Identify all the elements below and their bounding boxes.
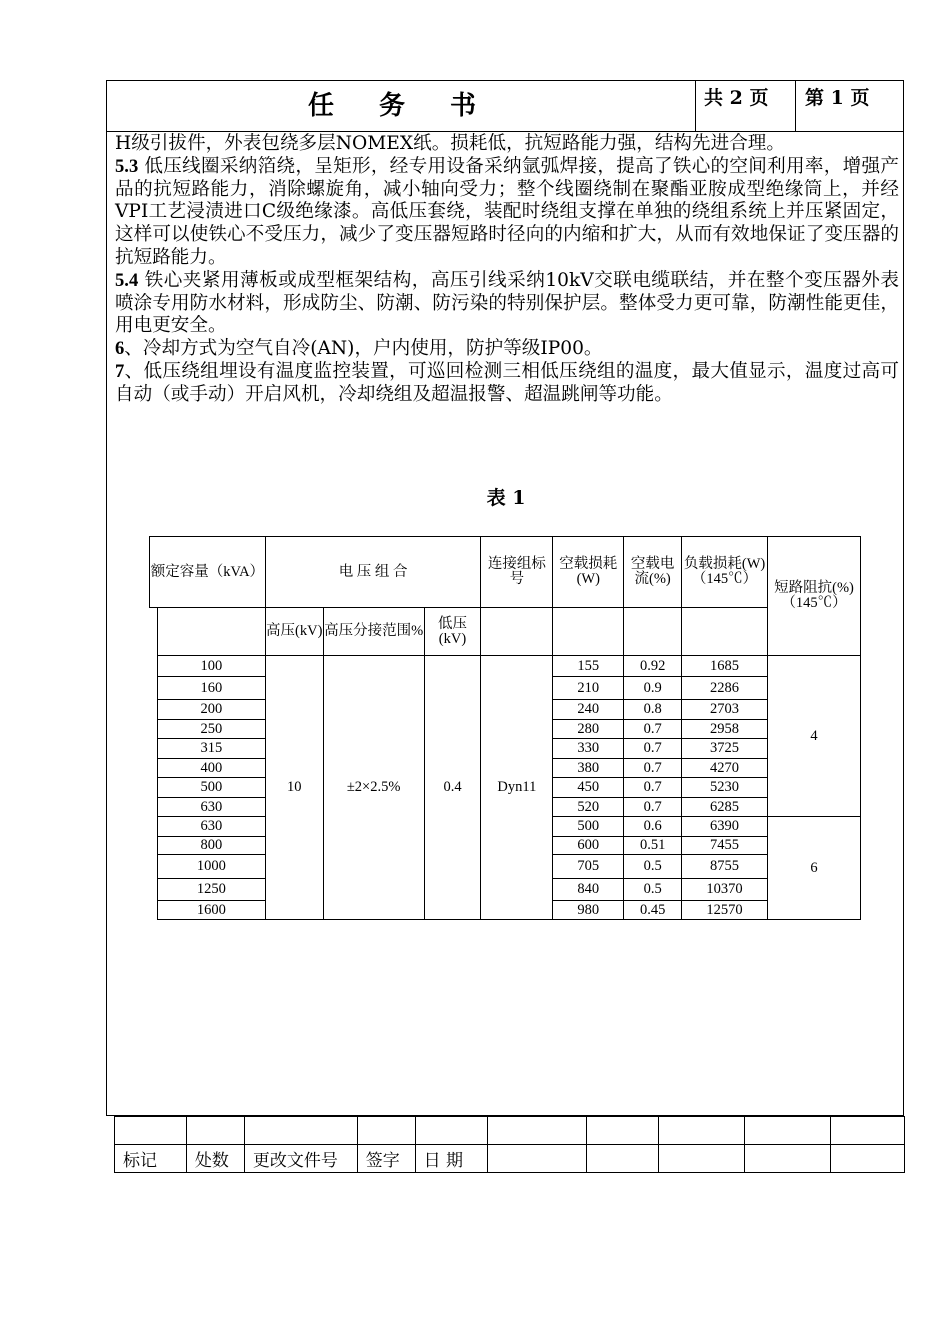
lv-cell: 0.4 — [424, 656, 481, 920]
noload-current-cell: 0.51 — [624, 837, 682, 855]
noload-loss-cell: 210 — [553, 677, 624, 700]
header-row-1 — [150, 537, 861, 608]
table-caption: 表 1 — [486, 487, 526, 509]
header-row-2 — [150, 608, 861, 656]
capacity-cell: 1250 — [157, 879, 265, 901]
noload-current-cell: 0.7 — [624, 798, 682, 817]
load-loss-cell: 10370 — [682, 879, 768, 901]
load-loss-cell: 8755 — [682, 855, 768, 879]
load-loss-cell: 12570 — [682, 901, 768, 920]
noload-current-cell: 0.6 — [624, 817, 682, 837]
header-noload-loss: 空载损耗(W) — [553, 537, 624, 608]
header-tap: 高压分接范围% — [323, 608, 424, 656]
header-voltage-combo: 电 压 组 合 — [265, 537, 481, 608]
footer-sign: 签字 — [357, 1145, 415, 1173]
capacity-cell: 315 — [157, 739, 265, 759]
impedance-cell: 4 — [768, 656, 861, 817]
footer-mark: 标记 — [115, 1145, 187, 1173]
load-loss-cell: 4270 — [682, 759, 768, 778]
noload-current-cell: 0.8 — [624, 700, 682, 720]
paragraph-5-4: 5.4 铁心夹紧用薄板或成型框架结构，高压引线采纳10kV交联电缆联结，并在整个变压器外表喷涂专用防水材料，形成防尘、防潮、防污染的特别保护层。整体受力更可靠，防潮性能更佳，用电更安全。 — [115, 269, 899, 337]
capacity-cell: 500 — [157, 778, 265, 798]
load-loss-cell: 6390 — [682, 817, 768, 837]
total-pages: 共 2 页 — [696, 81, 796, 131]
load-loss-cell: 2703 — [682, 700, 768, 720]
noload-loss-cell: 980 — [553, 901, 624, 920]
paragraph-7: 7、低压绕组埋设有温度监控装置，可巡回检测三相低压绕组的温度，最大值显示，温度过高可自动（或手动）开启风机，冷却绕组及超温报警、超温跳闸等功能。 — [115, 360, 899, 405]
footer-change-doc: 更改文件号 — [244, 1145, 357, 1173]
capacity-cell: 1600 — [157, 901, 265, 920]
capacity-cell: 1000 — [157, 855, 265, 879]
noload-current-cell: 0.92 — [624, 656, 682, 677]
impedance-cell: 6 — [768, 817, 861, 920]
noload-loss-cell: 705 — [553, 855, 624, 879]
paragraph-6: 6、冷却方式为空气自冷(AN)，户内使用，防护等级IP00。 — [115, 338, 603, 360]
noload-current-cell: 0.7 — [624, 778, 682, 798]
header-hv: 高压(kV) — [265, 608, 323, 656]
noload-current-cell: 0.5 — [624, 855, 682, 879]
capacity-cell: 800 — [157, 837, 265, 855]
noload-loss-cell: 520 — [553, 798, 624, 817]
noload-current-cell: 0.7 — [624, 759, 682, 778]
noload-loss-cell: 600 — [553, 837, 624, 855]
load-loss-cell: 1685 — [682, 656, 768, 677]
page-title: 任 务 书 — [107, 81, 696, 131]
noload-loss-cell: 840 — [553, 879, 624, 901]
noload-loss-cell: 500 — [553, 817, 624, 837]
header-impedance: 短路阻抗(%)（145℃） — [768, 537, 861, 656]
footer-date: 日 期 — [415, 1145, 487, 1173]
header-load-loss: 负载损耗(W)（145℃） — [682, 537, 768, 608]
load-loss-cell: 6285 — [682, 798, 768, 817]
noload-loss-cell: 380 — [553, 759, 624, 778]
tap-cell: ±2×2.5% — [323, 656, 424, 920]
load-loss-cell: 3725 — [682, 739, 768, 759]
load-loss-cell: 7455 — [682, 837, 768, 855]
noload-current-cell: 0.45 — [624, 901, 682, 920]
noload-loss-cell: 240 — [553, 700, 624, 720]
revision-table — [114, 1116, 905, 1173]
revision-block — [114, 1116, 905, 1173]
paragraph-0: H级引拔件，外表包绕多层NOMEX纸。损耗低，抗短路能力强，结构先进合理。 — [115, 133, 785, 154]
noload-loss-cell: 450 — [553, 778, 624, 798]
noload-current-cell: 0.5 — [624, 879, 682, 901]
capacity-cell: 400 — [157, 759, 265, 778]
capacity-cell: 160 — [157, 677, 265, 700]
noload-loss-cell: 280 — [553, 720, 624, 739]
load-loss-cell: 2286 — [682, 677, 768, 700]
header-capacity: 额定容量（kVA） — [150, 537, 266, 608]
capacity-cell: 100 — [157, 656, 265, 677]
footer-count: 处数 — [186, 1145, 244, 1173]
capacity-cell: 250 — [157, 720, 265, 739]
hv-cell: 10 — [265, 656, 323, 920]
noload-current-cell: 0.9 — [624, 677, 682, 700]
spec-table — [149, 536, 861, 920]
capacity-cell: 630 — [157, 798, 265, 817]
load-loss-cell: 5230 — [682, 778, 768, 798]
noload-current-cell: 0.7 — [624, 739, 682, 759]
table-row — [150, 656, 861, 677]
connection-cell: Dyn11 — [481, 656, 553, 920]
noload-loss-cell: 155 — [553, 656, 624, 677]
load-loss-cell: 2958 — [682, 720, 768, 739]
header-noload-current: 空载电流(%) — [624, 537, 682, 608]
capacity-cell: 200 — [157, 700, 265, 720]
header-connection: 连接组标号 — [481, 537, 553, 608]
noload-current-cell: 0.7 — [624, 720, 682, 739]
paragraph-5-3: 5.3 低压线圈采纳箔绕，呈矩形，经专用设备采纳氩弧焊接，提高了铁心的空间利用率，增强产品的抗短路能力，消除螺旋角，减小轴向受力；整个线圈绕制在聚酯亚胺成型绝缘筒上，并经VPI工艺浸渍进口C级绝缘漆。高低压套绕，装配时绕组支撑在单独的绕组系统上并压紧固定，这样可以使铁心不受压力，减少了变压器短路时径向的内缩和扩大，从而有效地保证了变压器的抗短路能力。 — [115, 155, 899, 268]
current-page: 第 1 页 — [805, 87, 870, 109]
capacity-cell: 630 — [157, 817, 265, 837]
body-text — [115, 133, 899, 407]
header-row — [107, 81, 903, 132]
noload-loss-cell: 330 — [553, 739, 624, 759]
header-lv: 低压(kV) — [424, 608, 481, 656]
